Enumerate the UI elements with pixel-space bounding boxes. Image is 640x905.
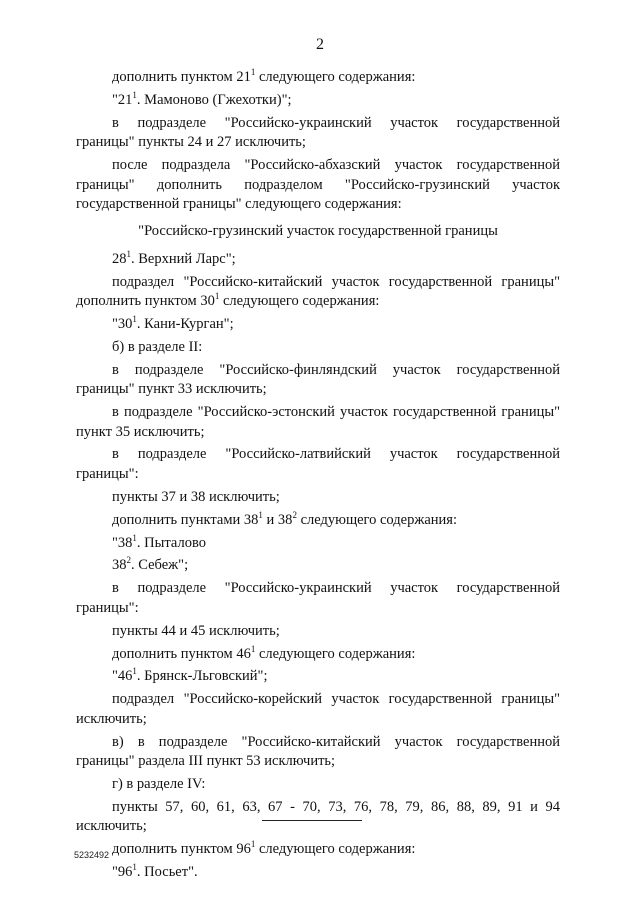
paragraph: б) в разделе II: xyxy=(112,338,203,355)
paragraph: подраздел "Российско-китайский участок государственной границы" дополнить пунктом $30^1$ следующего содержания: xyxy=(76,273,560,310)
paragraph: в подразделе "Российско-украинский участок государственной границы": xyxy=(76,580,560,616)
paragraph: пункты 37 и 38 исключить; xyxy=(112,488,280,505)
paragraph: дополнить пунктом $96^1$ следующего содержания: xyxy=(112,839,416,858)
paragraph: дополнить пунктом $46^1$ следующего содержания: xyxy=(112,643,416,662)
paragraph: "$38^1$. Пыталово xyxy=(112,532,206,551)
paragraph: пункты 57, 60, 61, 63, 67 - 70, 73, 76, 78, 79, 86, 88, 89, 91 и 94 исключить; xyxy=(76,798,560,835)
paragraph: $28^1$. Верхний Ларс"; xyxy=(112,248,236,267)
paragraph: после подраздела "Российско-абхазский участок государственной границы" дополнить подразделом "Российско-грузинский участок государственной границы" следующего содержания: xyxy=(76,157,560,212)
subsection-heading: "Российско-грузинский участок государственной границы xyxy=(138,223,498,240)
document-code: 5232492 xyxy=(74,850,110,860)
paragraph: "$30^1$. Кани-Курган"; xyxy=(112,314,234,332)
paragraph: в) в подразделе "Российско-китайский участок государственной границы" раздела III пункт 53 исключить; xyxy=(76,733,560,770)
paragraph: г) в разделе IV: xyxy=(112,776,206,792)
end-rule xyxy=(262,820,362,821)
paragraph: в подразделе "Российско-латвийский участок государственной границы": xyxy=(76,446,560,482)
paragraph: дополнить пунктами $38^1$ и $38^2$ следующего содержания: xyxy=(112,509,458,528)
paragraph: в подразделе "Российско-эстонский участок государственной границы" пункт 35 исключить; xyxy=(76,404,560,440)
paragraph: "$21^1$. Мамоново (Гжехотки)"; xyxy=(112,90,292,108)
page-number: 2 xyxy=(316,36,324,53)
paragraph: "$46^1$. Брянск-Льговский"; xyxy=(112,666,268,685)
paragraph: дополнить пунктом $21^1$ следующего содержания: xyxy=(112,67,416,85)
document-body xyxy=(76,68,560,886)
paragraph: "$96^1$. Посьет". xyxy=(112,862,198,881)
paragraph: подраздел "Российско-корейский участок государственной границы" исключить; xyxy=(76,691,560,727)
paragraph: $38^2$. Себеж"; xyxy=(112,555,189,574)
paragraph: пункты 44 и 45 исключить; xyxy=(112,622,280,639)
paragraph: в подразделе "Российско-финляндский участок государственной границы" пункт 33 исключить; xyxy=(76,361,560,398)
paragraph: в подразделе "Российско-украинский участок государственной границы" пункты 24 и 27 исключить; xyxy=(76,114,560,151)
